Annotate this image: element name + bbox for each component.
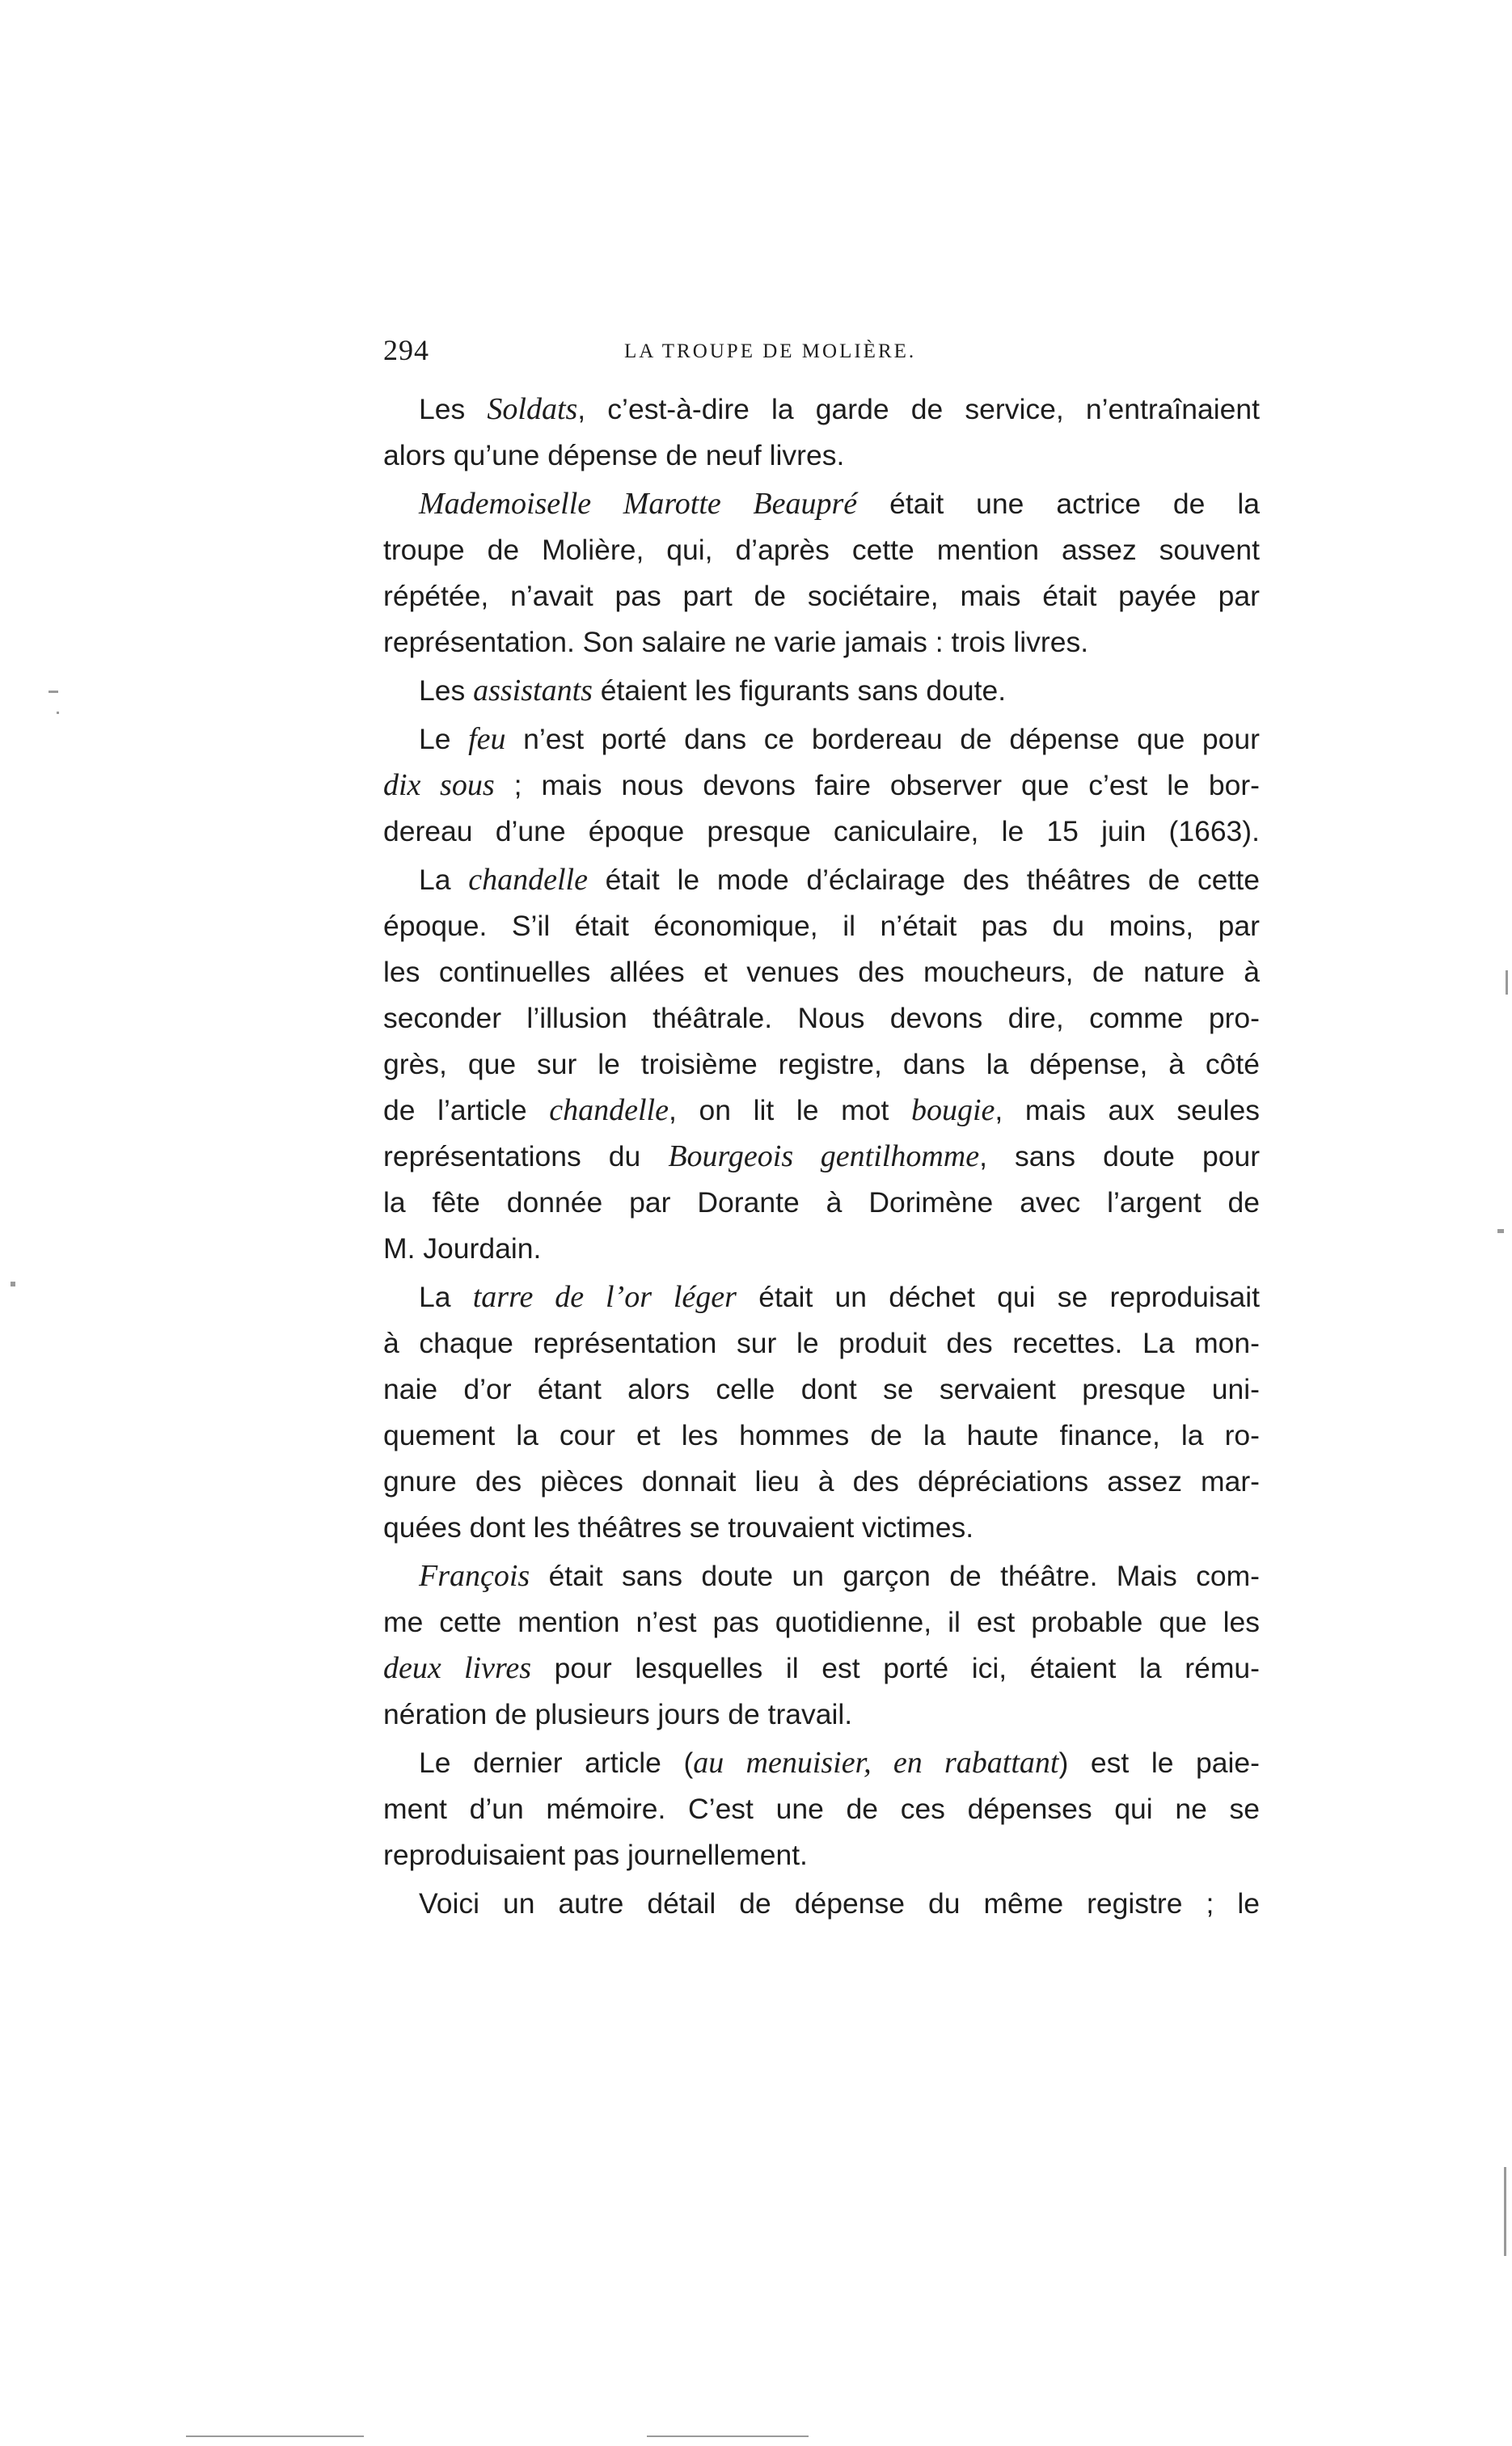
scan-mark	[647, 2435, 809, 2437]
text-line	[383, 387, 1260, 433]
text-run: M. Jourdain.	[383, 1232, 542, 1265]
text-run: étaient les figurants sans doute.	[592, 674, 1007, 707]
italic-phrase: deux livres	[383, 1651, 532, 1685]
text-line	[383, 1740, 1260, 1786]
text-run: époque. S’il était économique, il n’était pas du moins, par	[383, 910, 1260, 942]
italic-phrase: dix sous	[383, 768, 495, 802]
text-run: quement la cour et les hommes de la haute finance, la ro-	[383, 1419, 1260, 1451]
body-text	[383, 387, 1260, 1927]
italic-phrase: chandelle	[549, 1093, 669, 1127]
text-run: , sans doute pour	[979, 1140, 1261, 1172]
text-line	[383, 1599, 1260, 1645]
scan-mark	[1504, 2167, 1506, 2256]
text-run: de l’article	[383, 1094, 550, 1126]
text-line	[383, 1881, 1260, 1927]
text-run: Les	[419, 674, 474, 707]
text-run: reproduisaient pas journellement.	[383, 1839, 808, 1871]
text-line	[383, 809, 1260, 855]
italic-phrase: assistants	[473, 674, 593, 708]
text-run: ) est le paie-	[1058, 1747, 1260, 1779]
text-run: était le mode d’éclairage des théâtres de cette	[587, 864, 1260, 896]
text-run: , c’est-à-dire la garde de service, n’entraînaient	[577, 393, 1260, 425]
text-run: n’est porté dans ce bordereau de dépense que pour	[505, 723, 1260, 755]
text-line	[383, 1367, 1260, 1413]
text-run: quées dont les théâtres se trouvaient victimes.	[383, 1511, 974, 1544]
text-line	[383, 903, 1260, 949]
text-line	[383, 857, 1260, 903]
text-run: Voici un autre détail de dépense du même registre ; le	[419, 1887, 1260, 1920]
text-line	[383, 1645, 1260, 1692]
italic-phrase: Bourgeois gentilhomme	[668, 1139, 980, 1173]
text-line	[383, 1692, 1260, 1738]
italic-phrase: chandelle	[468, 863, 588, 897]
running-head	[383, 333, 1260, 382]
text-line	[383, 949, 1260, 995]
text-line	[383, 1320, 1260, 1367]
text-run: répétée, n’avait pas part de sociétaire, mais était payée par	[383, 580, 1260, 612]
running-title: LA TROUPE DE MOLIÈRE.	[624, 340, 917, 362]
text-run: gnure des pièces donnait lieu à des dépréciations assez mar-	[383, 1465, 1260, 1498]
text-line	[383, 995, 1260, 1041]
text-line	[383, 763, 1260, 809]
text-line	[383, 1459, 1260, 1505]
text-line	[383, 1134, 1260, 1180]
text-line	[383, 1041, 1260, 1088]
text-run: les continuelles allées et venues des moucheurs, de nature à	[383, 956, 1260, 988]
text-run: la fête donnée par Dorante à Dorimène avec l’argent de	[383, 1186, 1260, 1219]
text-run: La	[419, 864, 469, 896]
italic-phrase: Mademoiselle Marotte Beaupré	[419, 487, 858, 521]
text-run: La	[419, 1281, 473, 1313]
text-run: était une actrice de la	[857, 488, 1260, 520]
text-run: troupe de Molière, qui, d’après cette mention assez souvent	[383, 534, 1260, 566]
text-run: ment d’un mémoire. C’est une de ces dépenses qui ne se	[383, 1793, 1260, 1825]
text-run: alors qu’une dépense de neuf livres.	[383, 439, 845, 471]
text-run: pour lesquelles il est porté ici, étaient la rému-	[531, 1652, 1260, 1684]
text-line	[383, 1553, 1260, 1599]
italic-phrase: au menuisier, en rabattant	[693, 1746, 1059, 1780]
text-run: Le dernier article (	[419, 1747, 694, 1779]
scan-mark	[186, 2435, 364, 2437]
text-run: ; mais nous devons faire observer que c’est le bor-	[494, 769, 1261, 801]
text-line	[383, 716, 1260, 763]
text-line	[383, 1226, 1260, 1272]
text-line	[383, 1505, 1260, 1551]
text-line	[383, 573, 1260, 619]
scan-mark	[57, 712, 59, 714]
text-run: représentation. Son salaire ne varie jamais : trois livres.	[383, 626, 1089, 658]
text-line	[383, 1832, 1260, 1878]
italic-phrase: Soldats	[487, 392, 578, 426]
text-run: Le	[419, 723, 469, 755]
text-line	[383, 1786, 1260, 1832]
text-line	[383, 1274, 1260, 1320]
text-line	[383, 1180, 1260, 1226]
text-line	[383, 619, 1260, 665]
scan-mark	[1506, 970, 1508, 995]
page-number: 294	[383, 334, 429, 366]
text-line	[383, 433, 1260, 479]
text-run: représentations du	[383, 1140, 669, 1172]
text-run: nération de plusieurs jours de travail.	[383, 1698, 853, 1730]
text-line	[383, 527, 1260, 573]
text-run: seconder l’illusion théâtrale. Nous devons dire, comme pro-	[383, 1002, 1260, 1034]
italic-phrase: feu	[468, 722, 506, 756]
text-run: dereau d’une époque presque caniculaire, le 15 juin (1663).	[383, 815, 1260, 847]
text-line	[383, 1088, 1260, 1134]
text-run: était un déchet qui se reproduisait	[736, 1281, 1260, 1313]
text-run: grès, que sur le troisième registre, dans la dépense, à côté	[383, 1048, 1260, 1080]
text-run: était sans doute un garçon de théâtre. Mais com-	[530, 1560, 1260, 1592]
text-run: me cette mention n’est pas quotidienne, il est probable que les	[383, 1606, 1260, 1638]
text-run: , mais aux seules	[995, 1094, 1260, 1126]
text-run: Les	[419, 393, 488, 425]
text-line	[383, 668, 1260, 714]
text-run: , on lit le mot	[668, 1094, 911, 1126]
scan-mark	[11, 1282, 15, 1286]
italic-phrase: tarre de l’or léger	[472, 1280, 737, 1314]
text-line	[383, 481, 1260, 527]
text-run: à chaque représentation sur le produit des recettes. La mon-	[383, 1327, 1260, 1359]
text-run: naie d’or étant alors celle dont se servaient presque uni-	[383, 1373, 1260, 1405]
italic-phrase: François	[419, 1559, 530, 1593]
italic-phrase: bougie	[910, 1093, 995, 1127]
scan-mark	[49, 691, 58, 693]
text-line	[383, 1413, 1260, 1459]
scan-mark	[1497, 1229, 1504, 1233]
